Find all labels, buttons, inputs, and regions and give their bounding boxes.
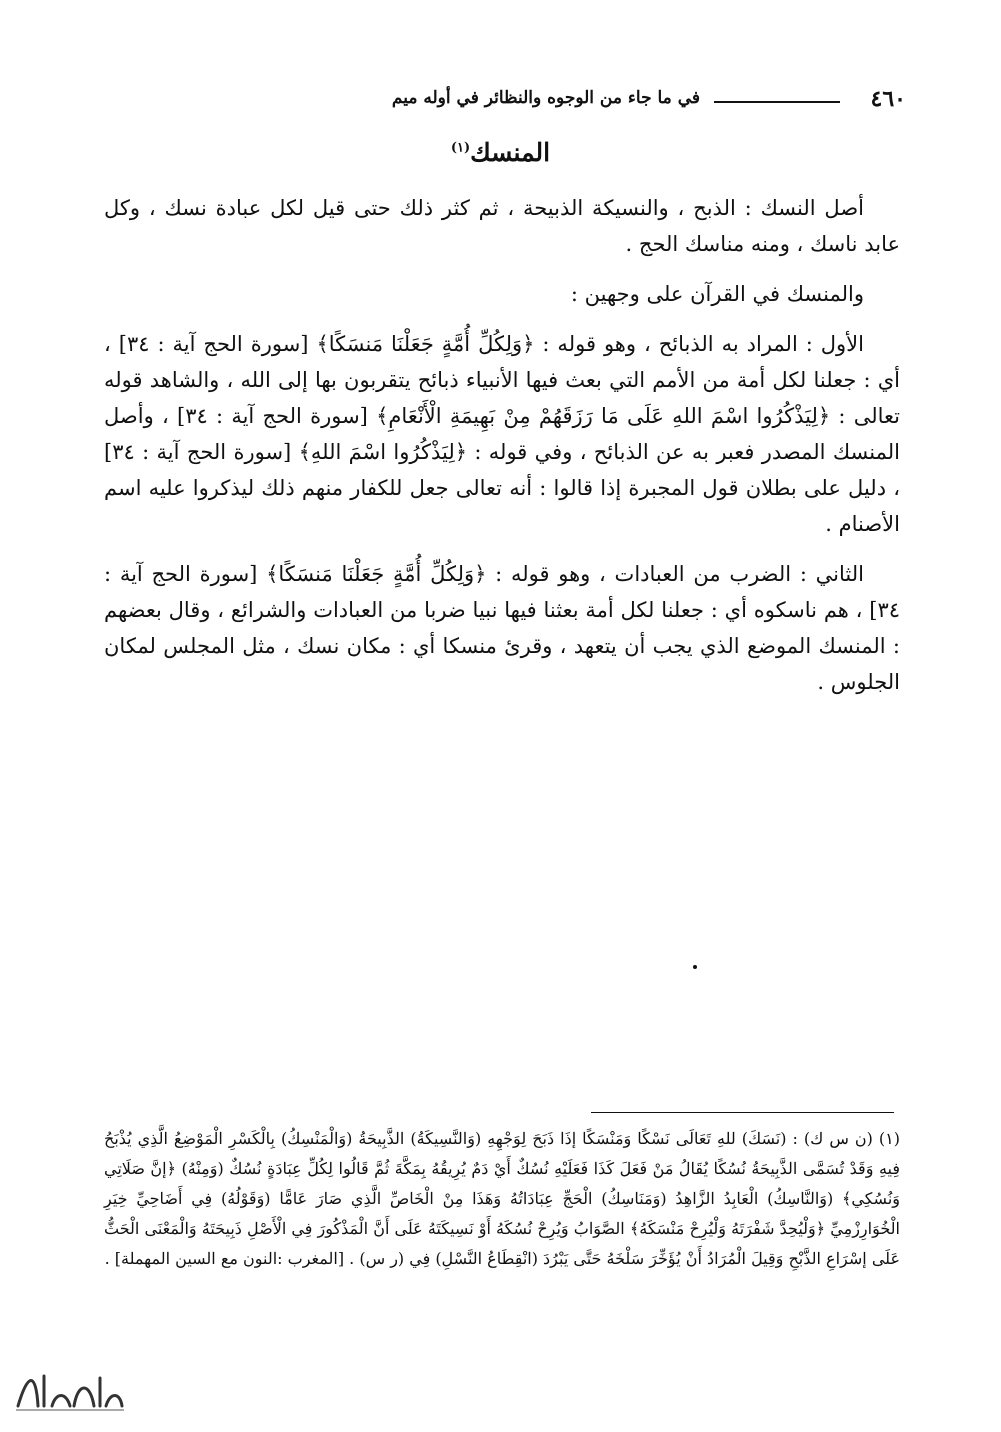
body-text	[104, 190, 900, 714]
heading-footnote-marker: (١)	[450, 140, 471, 156]
paragraph: أصل النسك : الذبح ، والنسيكة الذبيحة ، ثم كثر ذلك حتى قيل لكل عبادة نسك ، وكل عابد ناسك ، ومنه مناسك الحج .	[104, 196, 900, 256]
heading-title: المنسك	[470, 138, 551, 167]
header-rule	[714, 101, 840, 103]
publisher-logo	[8, 1362, 128, 1416]
running-header	[96, 86, 906, 120]
paragraph: الثاني : الضرب من العبادات ، وهو قوله : ﴿وَلِكُلِّ أُمَّةٍ جَعَلْنَا مَنسَكًا﴾ [سورة الحج آية : ٣٤] ، هم ناسكوه أي : جعلنا لكل أمة بعثنا فيها نبيا ضربا من العبادات والشرائع ، وقال بعضهم : المنسك الموضع الذي يجب أن يتعهد ، وقرئ منسكا أي : مكان نسك ، مثل المجلس لمكان الجلوس .	[104, 562, 900, 694]
page-number: ٤٦٠	[870, 86, 906, 112]
section-heading	[0, 138, 1001, 167]
paragraph: والمنسك في القرآن على وجهين :	[570, 282, 864, 306]
footnote-text: (١) (ن س ك) : (نَسَكَ) للهِ تَعَالَى نَسْكًا وَمَنْسَكًا إذَا ذَبَحَ لِوَجْهِهِ (وَالنَّسِيكَةُ) الذَّبِيحَةُ (وَالْمَنْسِكُ) بِالْكَسْرِ الْمَوْضِعُ الَّذِي يُذْبَحُ فِيهِ وَقَدْ تُسَمَّى الذَّبِيحَةُ نُسُكًا يُقَالُ مَنْ فَعَلَ كَذَا فَعَلَيْهِ نُسُكٌ أَيْ دَمٌ يُرِيقُهُ بِمَكَّةَ ثُمَّ قَالُوا لِكُلِّ عِبَادَةٍ نُسُكٌ (وَمِنْهُ) ﴿إنَّ صَلَاتِي وَنُسُكِي﴾ (وَالنَّاسِكُ) الْعَابِدُ الزَّاهِدُ (وَمَنَاسِكُ) الْحَجِّ عِبَادَاتُهُ وَهَذَا مِنْ الْخَاصِّ الَّذِي صَارَ عَامًّا (وَقَوْلُهُ) فِي أَضَاحِيِّ خِيَرِ الْخُوَارِزْمِيِّ ﴿وَلْيُحِدَّ شَفْرَتَهُ وَلْيُرِحْ مَنْسَكَهُ﴾ الصَّوَابُ وَيُرِحْ نُسُكَهُ أَوْ نَسِيكَتَهُ عَلَى أَنَّ الْمَذْكُورَ فِي الْأَصْلِ ذَبِيحَتَهُ وَالْمَعْنَى الْحَثُّ عَلَى إسْرَاعِ الذَّبْحِ وَقِيلَ الْمُرَادُ أَنْ يُؤَخِّرَ سَلْخَهُ حَتَّى يَبْرُدَ (انْقِطَاعُ النَّسْلِ) فِي (ر س) . [المغرب :النون مع السين المهملة] .	[104, 1129, 900, 1268]
footnote	[104, 1124, 900, 1274]
stray-dot	[693, 965, 697, 969]
paragraph: الأول : المراد به الذبائح ، وهو قوله : ﴿وَلِكُلِّ أُمَّةٍ جَعَلْنَا مَنسَكًا﴾ [سورة الحج آية : ٣٤] ، أي : جعلنا لكل أمة من الأمم التي بعث فيها الأنبياء ذبائح يتقربون بها إلى الله ، والشاهد قوله تعالى : ﴿لِيَذْكُرُوا اسْمَ اللهِ عَلَى مَا رَزَقَهُمْ مِنْ بَهِيمَةِ الْأَنْعَامِ﴾ [سورة الحج آية : ٣٤] ، وأصل المنسك المصدر فعبر به عن الذبائح ، وفي قوله : ﴿لِيَذْكُرُوا اسْمَ اللهِ﴾ [سورة الحج آية : ٣٤] ، دليل على بطلان قول المجبرة إذا قالوا : أنه تعالى جعل للكفار منهم ذلك ليذكروا عليه اسم الأصنام .	[104, 332, 900, 536]
running-title: في ما جاء من الوجوه والنظائر في أوله ميم	[391, 88, 700, 108]
footnote-rule	[591, 1112, 894, 1113]
calligraphy-logo-icon	[8, 1362, 128, 1416]
